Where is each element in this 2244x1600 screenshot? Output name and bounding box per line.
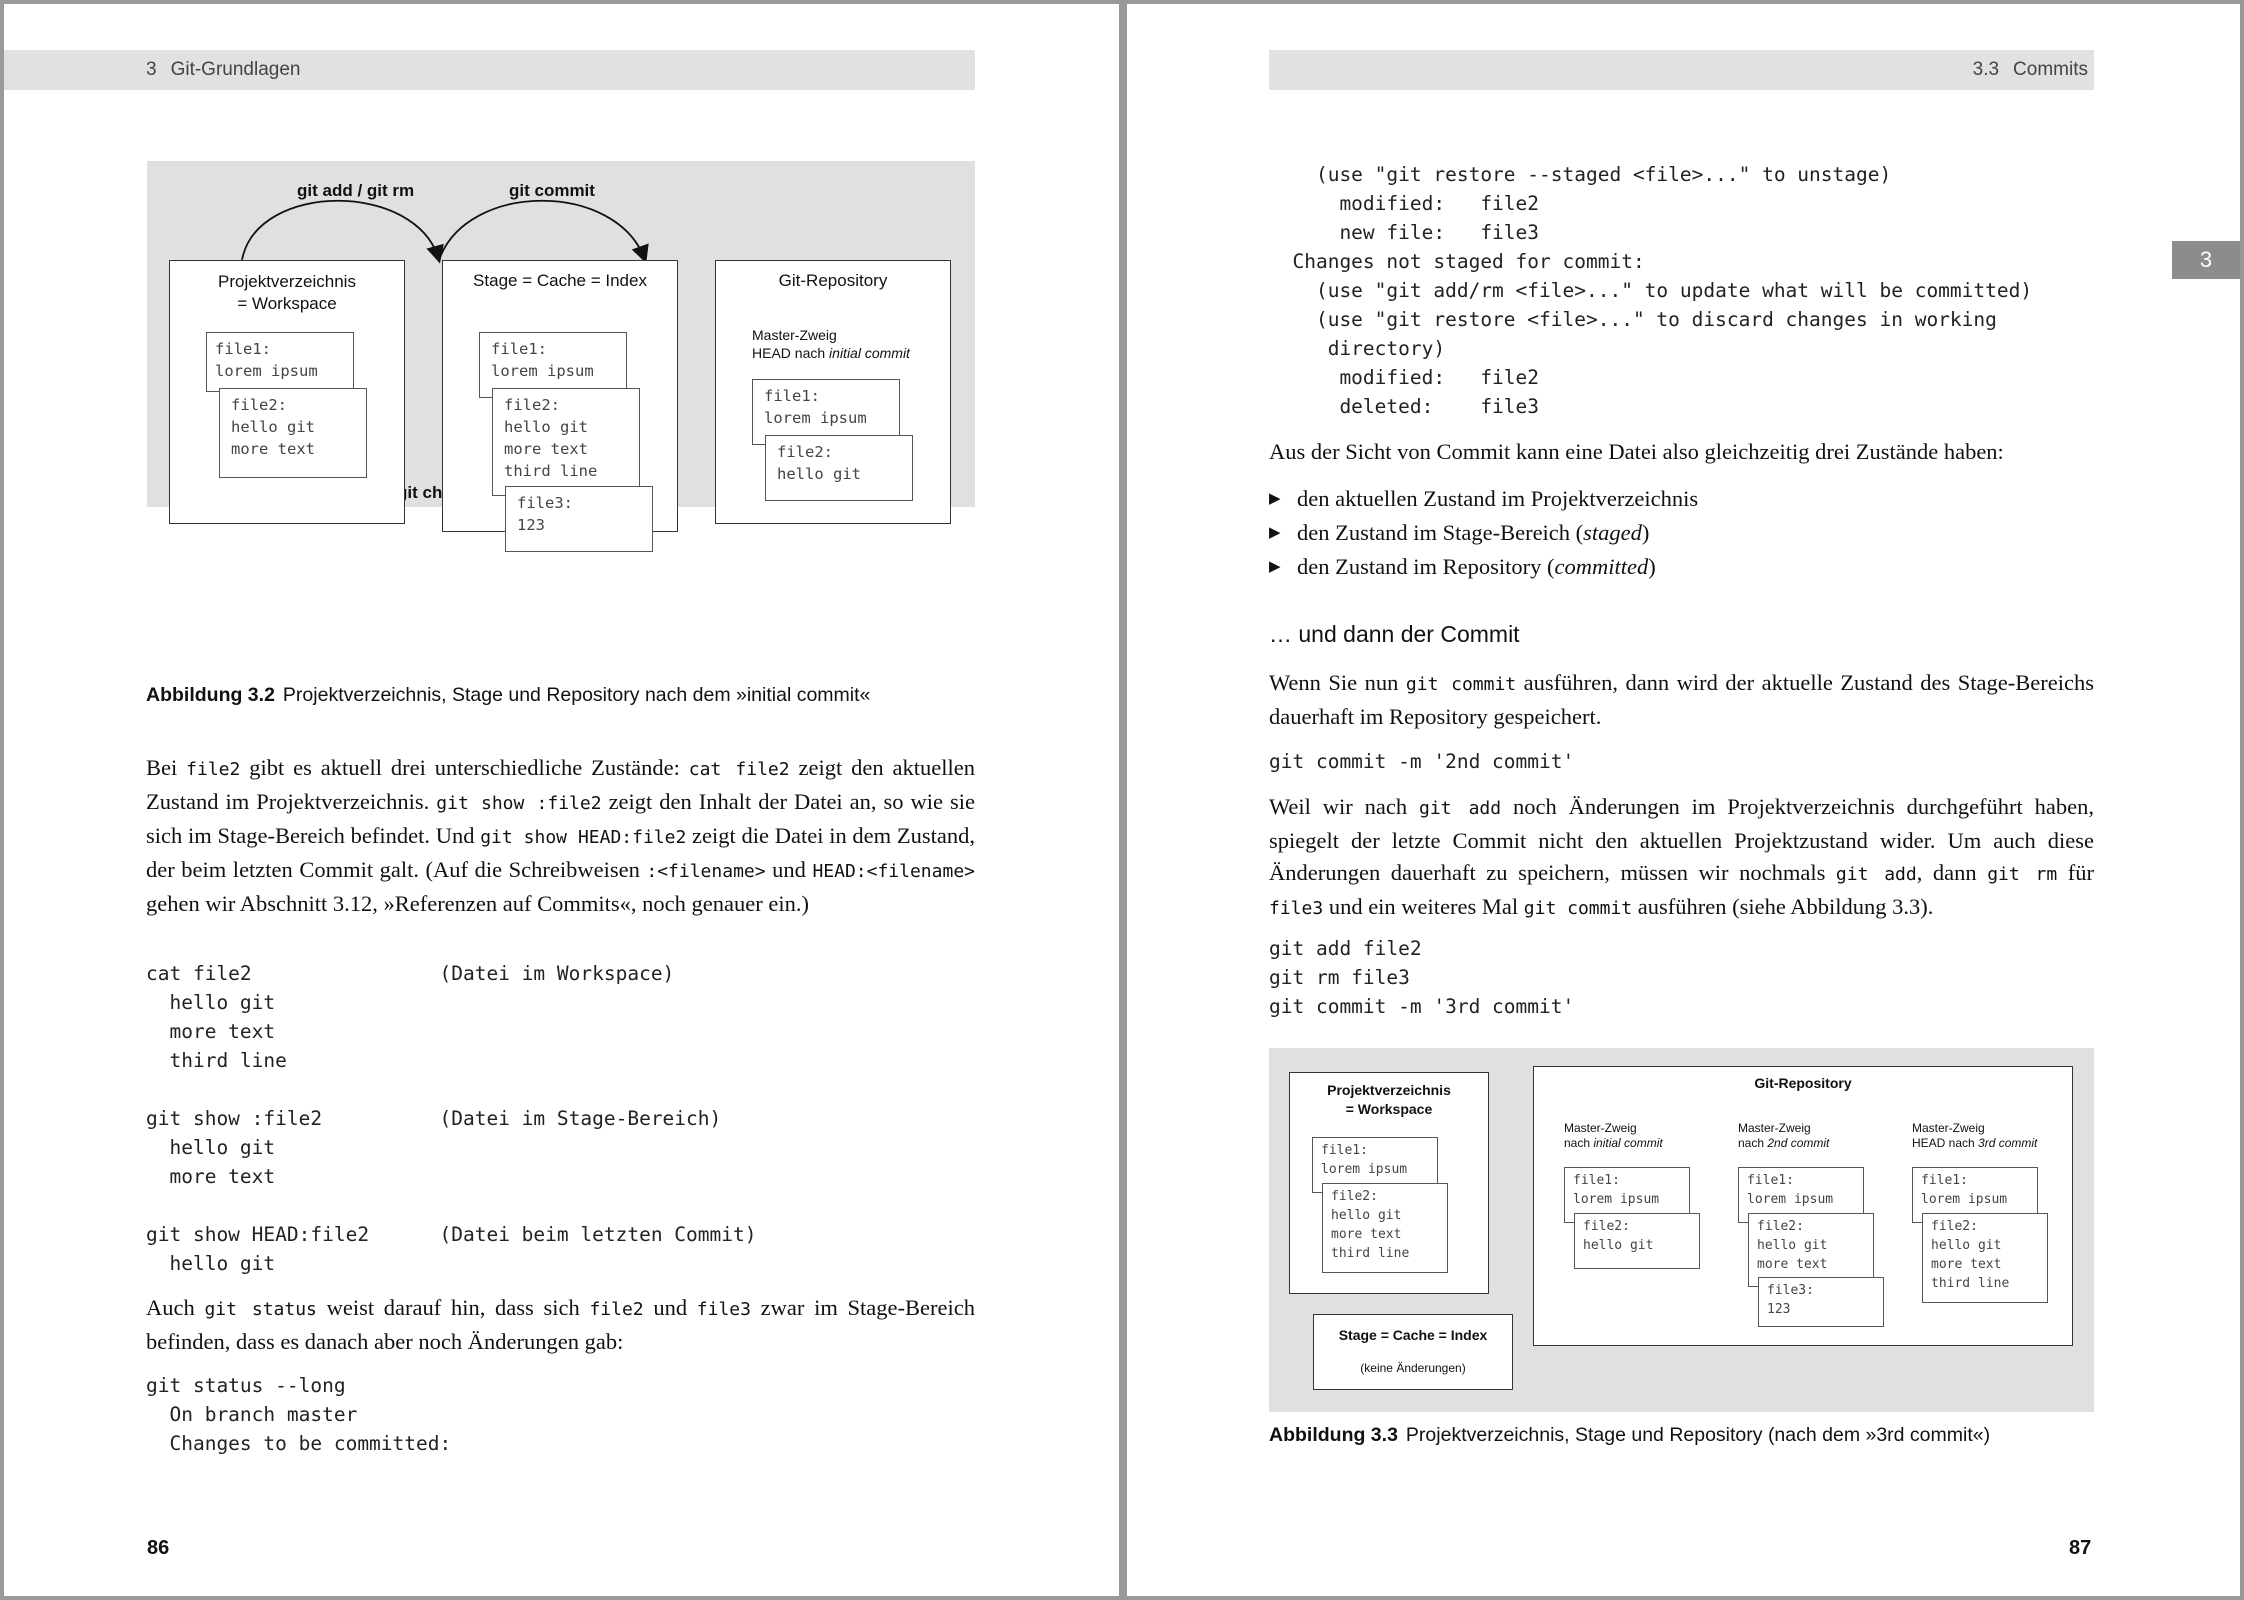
figure-3-3 <box>1269 1048 2094 1412</box>
repo-col2-file2-card: file2: hello git more text <box>1748 1213 1874 1287</box>
repo-col2-label: Master-Zweig nach 2nd commit <box>1738 1121 1830 1150</box>
repository-branch-label: Master-Zweig HEAD nach initial commit <box>752 327 910 361</box>
stage-file3-card: file3: 123 <box>505 486 653 552</box>
running-header <box>1269 50 2094 90</box>
left-page <box>4 4 1119 1596</box>
workspace-file1-card: file1: lorem ipsum <box>206 332 354 392</box>
repo-col2-file1-card: file1: lorem ipsum <box>1738 1167 1864 1223</box>
workspace-file2-card: file2: hello git more text <box>219 388 367 478</box>
code-block-show-file2: cat file2 (Datei im Workspace) hello git more text third line git show :file2 (Datei im Stage-Bereich) hello git more text git show HEAD:file2 (Datei beim letzten Commit) hello git <box>146 962 757 1275</box>
bullet-item: ▶ den Zustand im Stage-Bereich (staged) <box>1269 520 1650 545</box>
chapter-number: 3 <box>146 59 157 80</box>
repository-title: Git-Repository <box>1754 1075 1852 1091</box>
stage-note: (keine Änderungen) <box>1360 1361 1466 1375</box>
stage-title: Stage = Cache = Index <box>1338 1327 1488 1343</box>
label-git-add: git add / git rm <box>297 181 415 200</box>
workspace-box <box>1289 1072 1489 1294</box>
repository-box <box>1533 1066 2073 1346</box>
repo-col1-label: Master-Zweig nach initial commit <box>1564 1121 1663 1150</box>
chapter-thumb-tab: 3 <box>2172 241 2240 279</box>
page-number-left: 86 <box>147 1537 170 1559</box>
section-title: Commits <box>2013 59 2088 80</box>
running-header <box>4 50 975 90</box>
workspace-box <box>169 260 405 524</box>
chapter-title: Git-Grundlagen <box>170 59 301 80</box>
repo-col3-file1-card: file1: lorem ipsum <box>1912 1167 2038 1223</box>
caption-label: Abbildung 3.2 <box>146 684 275 706</box>
paragraph-after-add: Weil wir nach git add noch Änderungen im Projektverzeichnis durchgeführt haben, spiegelt der letzte Commit nicht den aktuellen Projektzustand wider. Um auch diese Änderungen dauerhaft zu speichern, müssen wir nochmals git add, dann git rm für file3 und ein weiteres Mal git commit ausführen (siehe Abbildung 3.3). <box>1269 794 2095 919</box>
paragraph-git-status: Auch git status weist darauf hin, dass sich file2 und file3 zwar im Stage-Bereich befinden, dass es danach aber noch Änderungen gab: <box>146 1295 975 1354</box>
stage-file2-card: file2: hello git more text third line <box>492 388 640 496</box>
stage-box <box>1313 1314 1513 1390</box>
code-block-status-output: (use "git restore --staged <file>..." to unstage) modified: file2 new file: file3 Changes not staged for commit: (use "git add/rm <file>..." to update what will be committed) (use "git restore <file>..." to discard changes in working directory) modified: file2 deleted: file3 <box>1292 163 2033 418</box>
code-block-commit-2nd: git commit -m '2nd commit' <box>1269 750 1575 773</box>
paragraph-three-states: Aus der Sicht von Commit kann eine Datei also gleichzeitig drei Zustände haben: <box>1269 439 2004 464</box>
caption-text: Projektverzeichnis, Stage und Repository nach dem »initial commit« <box>282 684 871 706</box>
figure-3-3-caption <box>1269 1424 2094 1447</box>
repository-file2-card: file2: hello git <box>765 435 913 501</box>
workspace-title: Projektverzeichnis = Workspace <box>1327 1082 1451 1117</box>
workspace-title: Projektverzeichnis = Workspace <box>218 272 356 313</box>
figure-3-2-caption <box>146 684 975 707</box>
paragraph-file2-states: Bei file2 gibt es aktuell drei unterschiedliche Zustände: cat file2 zeigt den aktuellen Zustand im Projektverzeichnis. git show :file2 zeigt den Inhalt der Datei an, so wie sie sich im Stage-Bereich befindet. Und git show HEAD:file2 zeigt die Datei in dem Zustand, der beim letzten Commit galt. (Auf die Schreibweisen :<filename> und HEAD:<filename> gehen wir Abschnitt 3.12, »Referenzen auf Commits«, noch genauer ein.) <box>146 755 976 916</box>
subheading-commit: … und dann der Commit <box>1269 621 1520 647</box>
section-number: 3.3 <box>1972 59 2000 80</box>
right-page <box>1127 4 2240 1596</box>
bullet-item: ▶ den aktuellen Zustand im Projektverzeichnis <box>1269 486 1699 511</box>
repository-title: Git-Repository <box>778 271 888 290</box>
repo-col3-file2-card: file2: hello git more text third line <box>1922 1213 2048 1303</box>
repository-box <box>715 260 951 524</box>
workspace-file2-card: file2: hello git more text third line <box>1322 1183 1448 1273</box>
page-number-right: 87 <box>2069 1537 2092 1559</box>
stage-title: Stage = Cache = Index <box>473 271 647 290</box>
caption-label: Abbildung 3.3 <box>1269 1424 1398 1446</box>
code-block-git-status: git status --long On branch master Changes to be committed: <box>146 1374 452 1455</box>
caption-text: Projektverzeichnis, Stage und Repository (nach dem »3rd commit«) <box>1405 1424 1991 1446</box>
repo-col2-file3-card: file3: 123 <box>1758 1277 1884 1327</box>
paragraph-git-commit: Wenn Sie nun git commit ausführen, dann wird der aktuelle Zustand des Stage-Bereichs dauerhaft im Repository gespeichert. <box>1269 670 2094 729</box>
label-git-commit: git commit <box>509 181 595 200</box>
workspace-file1-card: file1: lorem ipsum <box>1312 1137 1438 1193</box>
figure-3-2 <box>147 161 975 534</box>
bullet-list-states <box>1269 482 2094 584</box>
stage-box <box>442 260 678 532</box>
code-block-commit-3rd: git add file2 git rm file3 git commit -m '3rd commit' <box>1269 937 1575 1018</box>
repo-col1-file2-card: file2: hello git <box>1574 1213 1700 1269</box>
stage-file1-card: file1: lorem ipsum <box>479 332 627 398</box>
repository-file1-card: file1: lorem ipsum <box>752 379 900 445</box>
repo-col1-file1-card: file1: lorem ipsum <box>1564 1167 1690 1223</box>
arrow-git-commit <box>439 201 645 260</box>
repo-col3-label: Master-Zweig HEAD nach 3rd commit <box>1912 1121 2038 1150</box>
bullet-item: ▶ den Zustand im Repository (committed) <box>1269 554 1656 579</box>
arrow-git-add <box>242 201 439 260</box>
label-git-checkout: git <box>397 483 418 502</box>
